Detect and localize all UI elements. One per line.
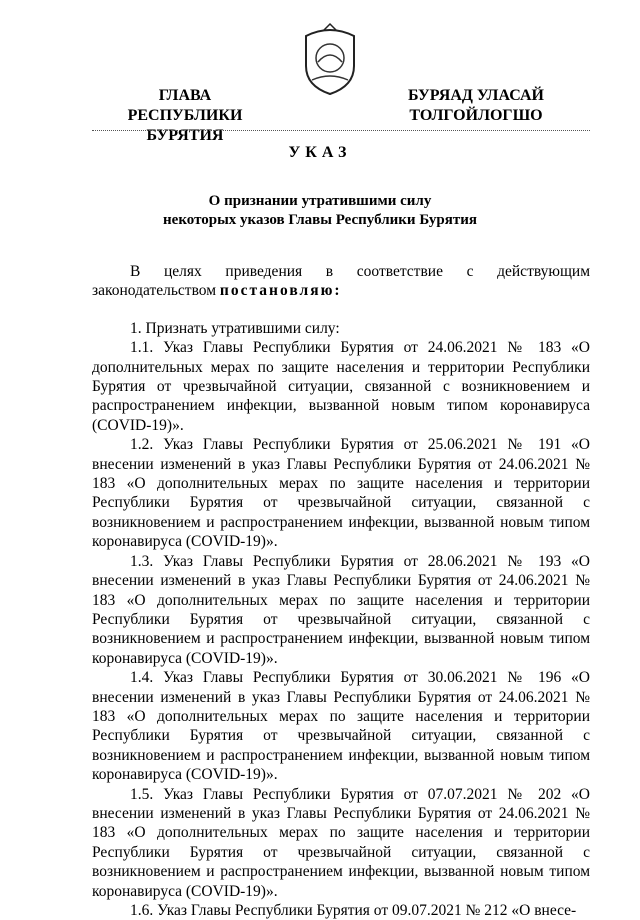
decree-word: постановляю: (219, 282, 342, 300)
subitem-1-1: 1.1. Указ Главы Республики Бурятия от 24.06.2021 № 183 «О дополнительных мерах по защите населения и территории Республики Бурятия от чрезвычайной ситуации, связанной с возникновением и распространением инфекции, вызванной новым типом коронавируса (COVID-19)». (92, 339, 590, 434)
header-right-line2: ТОЛГОЙЛОГШО (409, 107, 543, 124)
header-left (92, 86, 278, 146)
preamble-paragraph (92, 262, 590, 301)
subject-line2: некоторых указов Главы Республики Бурятия (163, 212, 477, 228)
subitem-1-3: 1.3. Указ Главы Республики Бурятия от 28.06.2021 № 193 «О внесении изменений в указ Главы Республики Бурятия от 24.06.2021 № 183 «О дополнительных мерах по защите населения и территории Республики Бурятия от чрезвычайной ситуации, связанной с возникновением и распространением инфекции, вызванной новым типом коронавируса (COVID-19)». (92, 552, 590, 667)
subitem-1-2: 1.2. Указ Главы Республики Бурятия от 25.06.2021 № 191 «О внесении изменений в указ Главы Республики Бурятия от 24.06.2021 № 183 «О дополнительных мерах по защите населения и территории Республики Бурятия от чрезвычайной ситуации, связанной с возникновением и распространением инфекции, вызванной новым типом коронавируса (COVID-19)». (92, 436, 590, 551)
header-divider (92, 130, 590, 131)
subitem-1-5: 1.5. Указ Главы Республики Бурятия от 07.07.2021 № 202 «О внесении изменений в указ Главы Республики Бурятия от 24.06.2021 № 183 «О дополнительных мерах по защите населения и территории Республики Бурятия от чрезвычайной ситуации, связанной с возникновением и распространением инфекции, вызванной новым типом коронавируса (COVID-19)». (92, 785, 590, 900)
document-title: УКАЗ (288, 144, 352, 161)
header-left-line1: ГЛАВА (158, 87, 212, 104)
decree-subject (0, 192, 640, 230)
subitem-1-6: 1.6. Указ Главы Республики Бурятия от 09.07.2021 № 212 «О внесе- (130, 902, 577, 919)
item-1: 1. Признать утратившими силу: (130, 319, 340, 337)
header-left-line2: РЕСПУБЛИКИ БУРЯТИЯ (127, 107, 243, 144)
decree-body (92, 262, 590, 920)
coat-of-arms-emblem (298, 22, 362, 98)
subitem-1-4: 1.4. Указ Главы Республики Бурятия от 30.06.2021 № 196 «О внесении изменений в указ Главы Республики Бурятия от 24.06.2021 № 183 «О дополнительных мерах по защите населения и территории Республики Бурятия от чрезвычайной ситуации, связанной с возникновением и распространением инфекции, вызванной новым типом коронавируса (COVID-19)». (92, 669, 590, 784)
header-right (388, 86, 564, 126)
subject-line1: О признании утратившими силу (208, 193, 432, 209)
header-right-line1: БУРЯАД УЛАСАЙ (408, 87, 544, 104)
preamble-text: В целях приведения в соответствие с действующим законодательством (92, 263, 590, 300)
